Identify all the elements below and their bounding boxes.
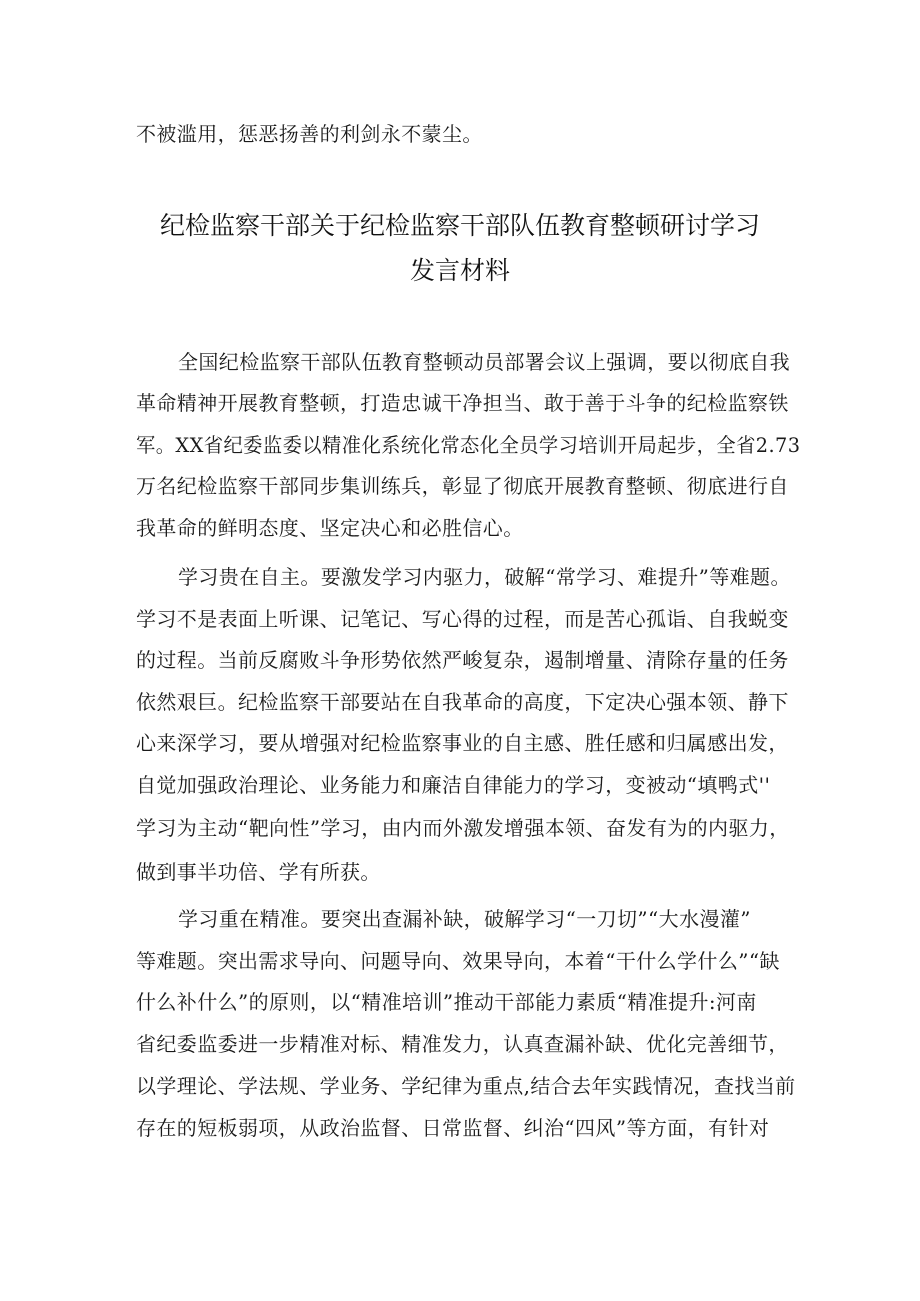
paragraph1-line: 万名纪检监察干部同步集训练兵，彰显了彻底开展教育整顿、彻底进行自 (136, 474, 789, 498)
paragraph1-line: 革命精神开展教育整顿，打造忠诚干净担当、敢于善于斗争的纪检监察铁 (136, 391, 789, 415)
paragraph2-line: 学习贵在自主。要激发学习内驱力，破解“常学习、难提升”等难题。 (178, 565, 791, 589)
paragraph2-line: 的过程。当前反腐败斗争形势依然严峻复杂，遏制增量、清除存量的任务 (136, 648, 789, 672)
paragraph3-line: 什么补什么”的原则，以“精准培训”推动干部能力素质“精准提升:河南 (136, 990, 757, 1014)
paragraph2-line: 学习为主动“靶向性”学习，由内而外激发增强本领、奋发有为的内驱力， (136, 816, 790, 840)
top-fragment-line: 不被滥用，惩恶扬善的利剑永不蒙尘。 (136, 122, 483, 146)
paragraph1-line: 军。XX省纪委监委以精准化系统化常态化全员学习培训开局起步，全省2.73 (136, 433, 801, 457)
paragraph1-line: 我革命的鲜明态度、坚定决心和必胜信心。 (136, 516, 524, 540)
paragraph1-line: 全国纪检监察干部队伍教育整顿动员部署会议上强调，要以彻底自我 (178, 350, 790, 374)
paragraph3-line: 学习重在精准。要突出查漏补缺，破解学习“一刀切”“大水漫灌” (178, 907, 751, 931)
paragraph2-line: 自觉加强政治理论、业务能力和廉洁自律能力的学习，变被动“填鸭式'' (136, 773, 771, 797)
paragraph3-line: 等难题。突出需求导向、问题导向、效果导向，本着“干什么学什么”“缺 (136, 949, 780, 973)
paragraph2-line: 做到事半功倍、学有所获。 (136, 860, 381, 884)
paragraph2-line: 学习不是表面上听课、记笔记、写心得的过程，而是苦心孤诣、自我蜕变 (136, 607, 789, 631)
document-title-line2: 发言材料 (409, 256, 510, 285)
paragraph2-line: 心来深学习，要从增强对纪检监察事业的自主感、胜任感和归属感出发， (136, 731, 789, 755)
paragraph3-line: 省纪委监委进一步精准对标、精准发力，认真查漏补缺、优化完善细节， (136, 1032, 789, 1056)
paragraph3-line: 以学理论、学法规、学业务、学纪律为重点,结合去年实践情况，查找当前 (136, 1074, 796, 1098)
paragraph2-line: 依然艰巨。纪检监察干部要站在自我革命的高度，下定决心强本领、静下 (136, 690, 789, 714)
document-title-line1: 纪检监察干部关于纪检监察干部队伍教育整顿研讨学习 (159, 211, 760, 240)
paragraph3-line: 存在的短板弱项，从政治监督、日常监督、纠治“四风”等方面，有针对 (136, 1116, 770, 1140)
